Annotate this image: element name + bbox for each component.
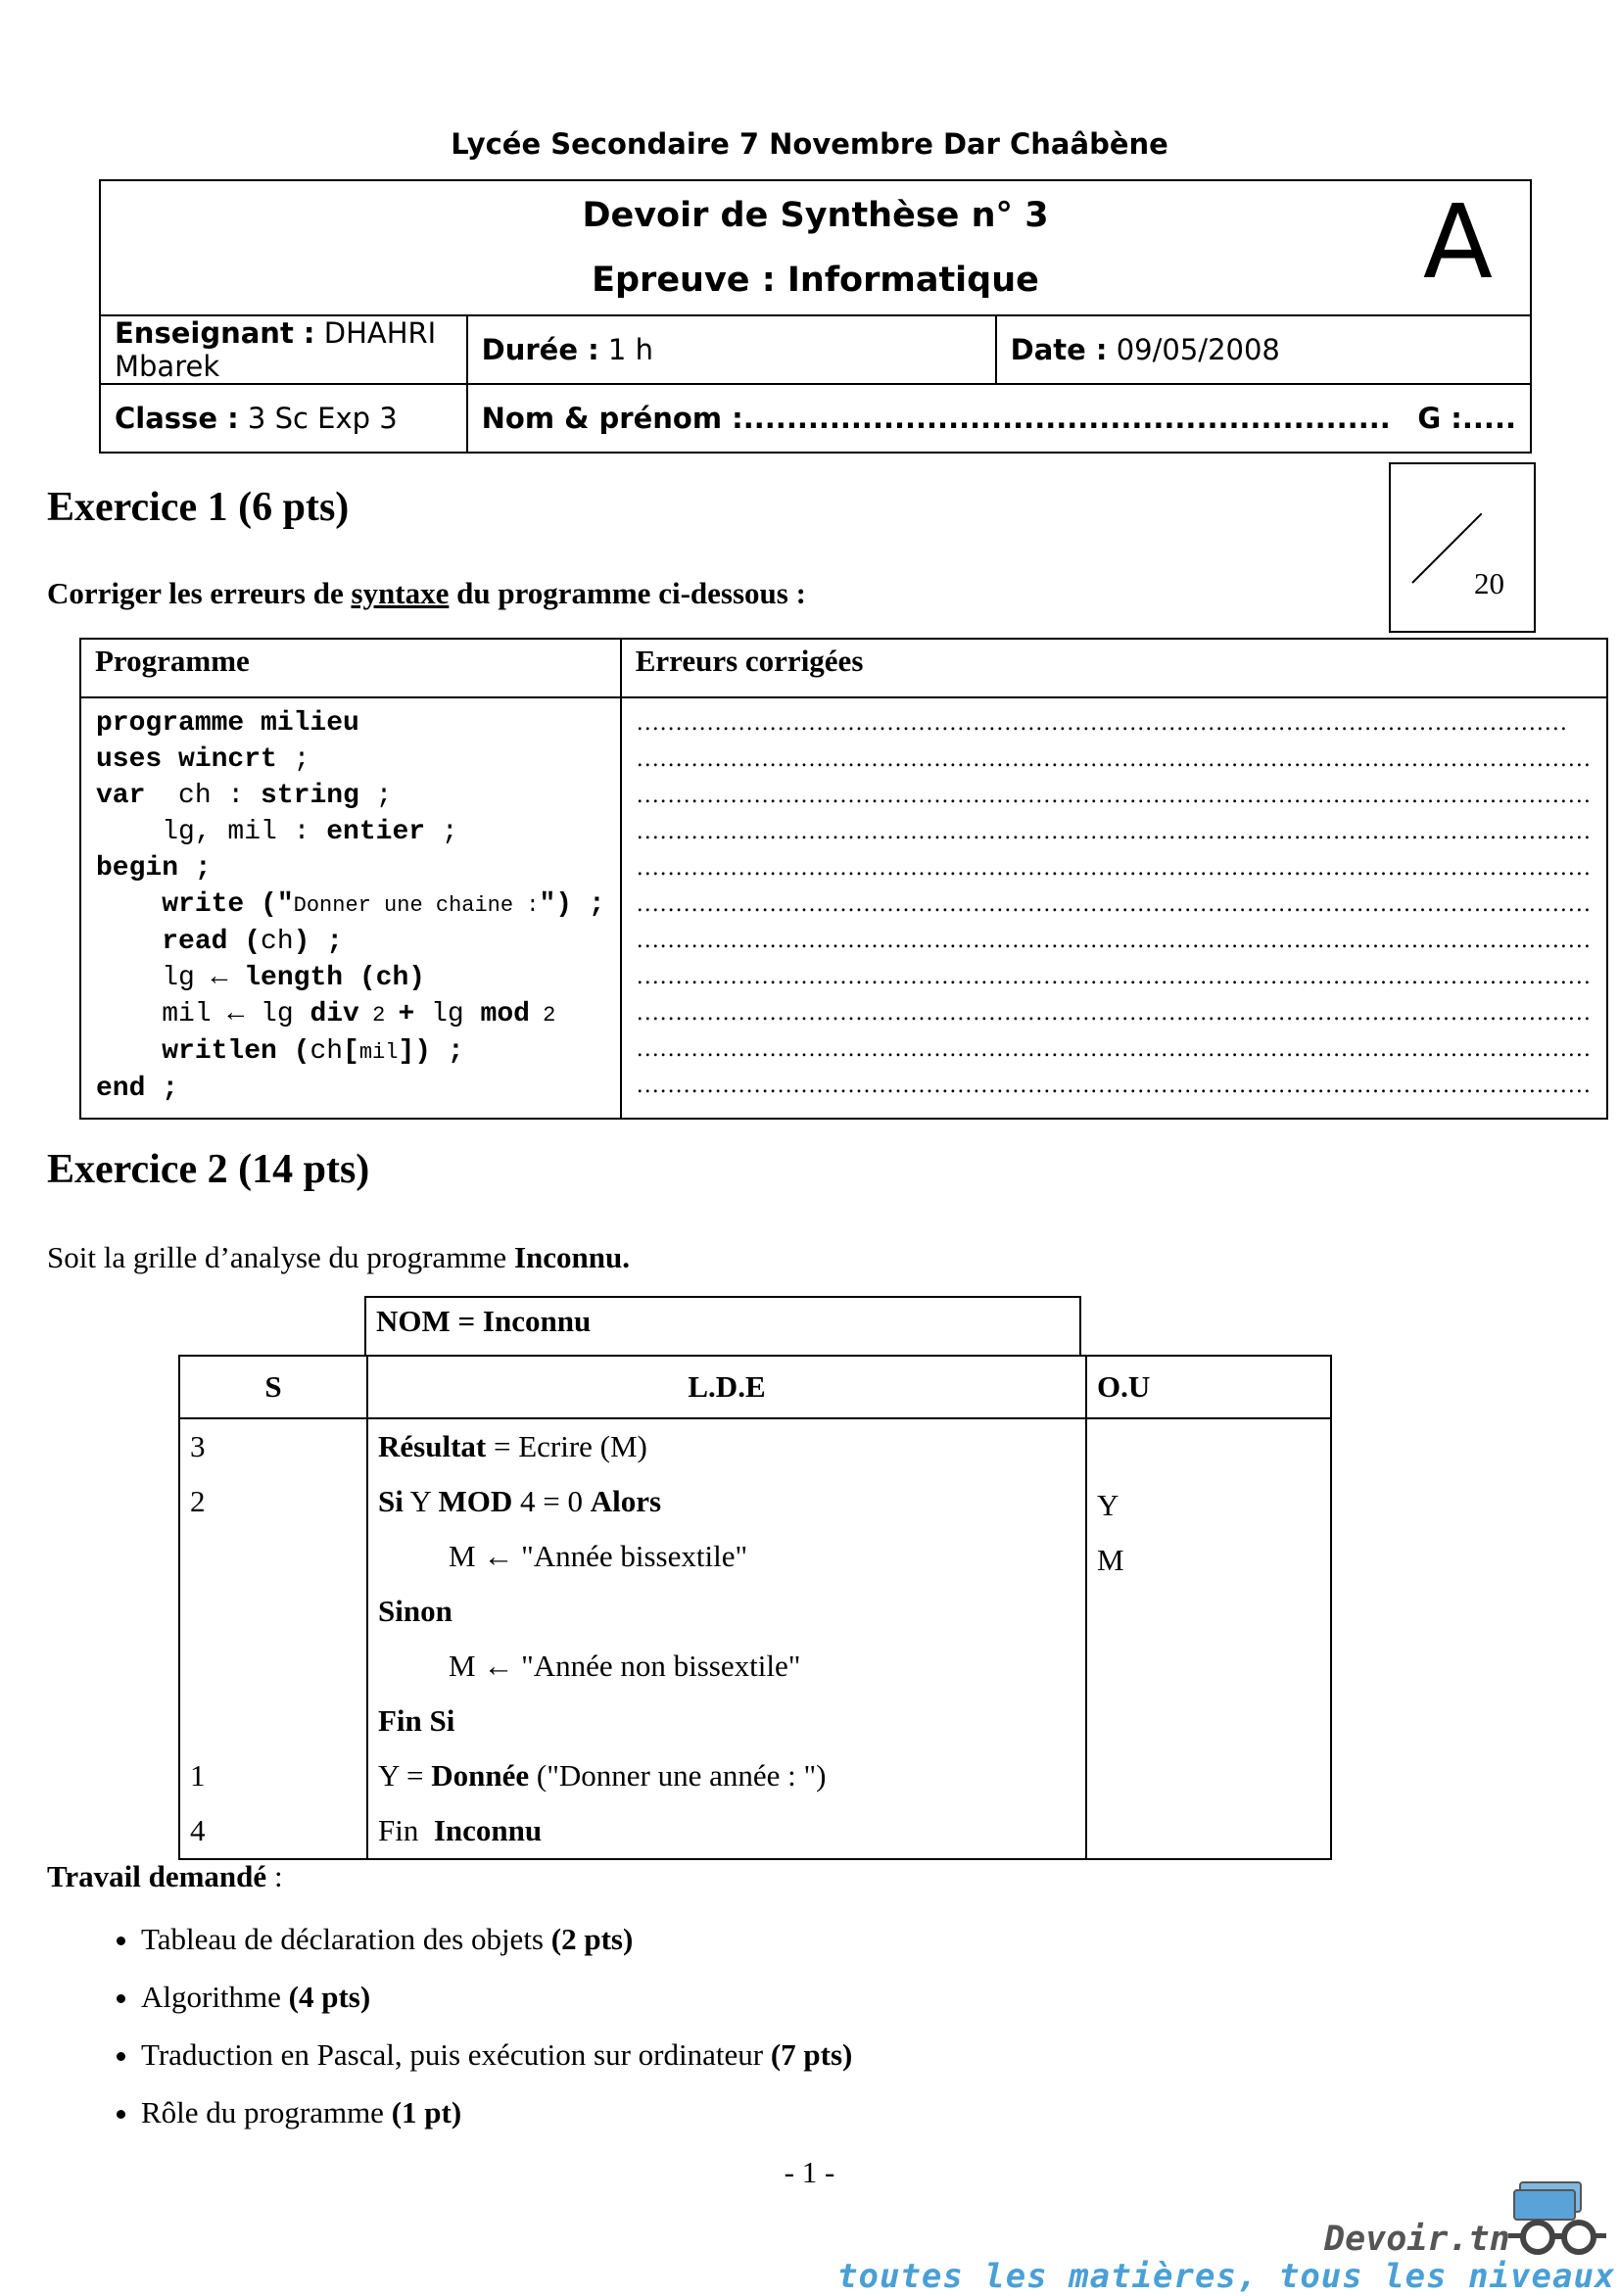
teacher-label: Enseignant : bbox=[115, 316, 315, 350]
exercise2-title: Exercice 2 (14 pts) bbox=[47, 1147, 370, 1192]
lde-column-values bbox=[367, 1418, 1086, 1859]
lde-line: Fin Si bbox=[378, 1703, 455, 1738]
group-label: G :..... bbox=[1417, 402, 1516, 435]
class-value: 3 Sc Exp 3 bbox=[247, 402, 398, 435]
devoir-logo-icon bbox=[1500, 2176, 1610, 2267]
column-corrections: Erreurs corrigées bbox=[621, 639, 1607, 697]
page-number: - 1 - bbox=[784, 2155, 835, 2189]
correction-dot-line[interactable]: .......................................................................................................................... bbox=[636, 929, 1592, 953]
header-title-cell bbox=[100, 180, 1531, 315]
duration-cell bbox=[467, 315, 996, 384]
correction-dot-line[interactable]: .......................................................................................................................... bbox=[636, 1074, 1592, 1098]
code-line: var ch : string ; bbox=[96, 781, 393, 811]
s-value bbox=[180, 1639, 366, 1694]
lde-line: Si Y MOD 4 = 0 Alors bbox=[378, 1484, 662, 1518]
code-line: uses wincrt ; bbox=[96, 744, 310, 775]
code-line: programme milieu bbox=[96, 708, 359, 739]
analysis-grid bbox=[178, 1355, 1332, 1860]
code-line: begin ; bbox=[96, 853, 212, 884]
exam-title: Devoir de Synthèse n° 3 bbox=[582, 196, 1049, 235]
exam-version-letter: A bbox=[1422, 182, 1493, 302]
exercise2-intro bbox=[47, 1240, 630, 1275]
s-value: 2 bbox=[190, 1484, 206, 1518]
s-value bbox=[180, 1529, 366, 1584]
corrections-area[interactable] bbox=[621, 697, 1607, 1119]
s-value: 4 bbox=[190, 1813, 206, 1847]
program-nom: NOM = Inconnu bbox=[376, 1304, 592, 1338]
exam-subject: Epreuve : Informatique bbox=[592, 261, 1039, 300]
s-value: 3 bbox=[190, 1429, 206, 1463]
grade-denominator: 20 bbox=[1474, 566, 1504, 600]
exercise1-table bbox=[79, 638, 1608, 1120]
class-cell bbox=[100, 384, 467, 453]
task-item: • Algorithme (4 pts) bbox=[141, 1968, 852, 2026]
intro-text: Soit la grille d’analyse du programme bbox=[47, 1240, 514, 1274]
duration-label: Durée : bbox=[481, 333, 599, 366]
grade-box bbox=[1389, 462, 1536, 633]
lde-line: Fin Inconnu bbox=[378, 1813, 543, 1847]
intro-program-name: Inconnu. bbox=[513, 1240, 630, 1274]
lde-line: Y = Donnée ("Donner une année : ") bbox=[378, 1758, 827, 1793]
correction-dot-line[interactable]: .......................................................................................................................... bbox=[636, 1001, 1592, 1026]
student-name-cell bbox=[467, 384, 1531, 453]
column-ou: O.U bbox=[1086, 1356, 1331, 1418]
date-label: Date : bbox=[1010, 333, 1108, 366]
s-value bbox=[180, 1584, 366, 1639]
correction-dot-line[interactable]: .......................................................................................................................... bbox=[636, 820, 1592, 844]
grade-slash bbox=[1411, 513, 1482, 584]
program-code bbox=[80, 697, 621, 1119]
work-requested bbox=[47, 1859, 283, 1894]
class-label: Classe : bbox=[115, 402, 239, 435]
correction-dot-line[interactable]: ....................................................................................................................... bbox=[636, 711, 1568, 736]
instruction-underlined: syntaxe bbox=[351, 576, 450, 610]
lde-line: Sinon bbox=[378, 1594, 452, 1628]
instruction-pre: Corriger les erreurs de bbox=[47, 576, 352, 610]
lde-line: Résultat = Ecrire (M) bbox=[378, 1429, 647, 1463]
code-line: end ; bbox=[96, 1074, 179, 1104]
date-cell bbox=[996, 315, 1531, 384]
student-name-label: Nom & prénom : bbox=[481, 402, 743, 435]
exercise1-title: Exercice 1 (6 pts) bbox=[47, 485, 350, 530]
code-line: read (ch) ; bbox=[96, 927, 344, 957]
correction-dot-line[interactable]: .......................................................................................................................... bbox=[636, 1037, 1592, 1062]
teacher-value: DHAHRI Mbarek bbox=[115, 316, 437, 383]
s-value bbox=[180, 1694, 366, 1748]
duration-value: 1 h bbox=[607, 333, 653, 366]
code-line: writlen (ch[mil]) ; bbox=[96, 1036, 464, 1067]
task-list bbox=[47, 1910, 852, 2141]
brand-name: Devoir.tn bbox=[1324, 2220, 1510, 2259]
column-program: Programme bbox=[80, 639, 621, 697]
lde-line: M ← "Année bissextile" bbox=[449, 1539, 748, 1573]
nom-box bbox=[364, 1296, 1081, 1357]
correction-dot-line[interactable]: .......................................................................................................................... bbox=[636, 856, 1592, 881]
ou-value: M bbox=[1097, 1543, 1124, 1577]
ou-column-values bbox=[1086, 1418, 1331, 1859]
lde-line: M ← "Année non bissextile" bbox=[449, 1649, 801, 1683]
school-name: Lycée Secondaire 7 Novembre Dar Chaâbène bbox=[451, 127, 1168, 161]
work-colon: : bbox=[266, 1859, 283, 1893]
correction-dot-line[interactable]: .......................................................................................................................... bbox=[636, 965, 1592, 989]
date-value: 09/05/2008 bbox=[1116, 333, 1280, 366]
code-line: mil ← lg div 2 + lg mod 2 bbox=[96, 999, 556, 1029]
instruction-post: du programme ci-dessous : bbox=[449, 576, 806, 610]
ou-value: Y bbox=[1097, 1488, 1119, 1522]
brand-slogan: toutes les matières, tous les niveaux bbox=[837, 2257, 1616, 2296]
work-label: Travail demandé bbox=[47, 1859, 267, 1893]
correction-dot-line[interactable]: .......................................................................................................................... bbox=[636, 892, 1592, 917]
column-s: S bbox=[179, 1356, 367, 1418]
exam-header bbox=[99, 179, 1532, 454]
correction-dot-line[interactable]: .......................................................................................................................... bbox=[636, 747, 1592, 772]
code-line: write ("Donner une chaine :") ; bbox=[96, 889, 605, 920]
s-column-values bbox=[179, 1418, 367, 1859]
s-value: 1 bbox=[190, 1758, 206, 1793]
code-line: lg, mil : entier ; bbox=[96, 817, 458, 847]
correction-dot-line[interactable]: .......................................................................................................................... bbox=[636, 784, 1592, 808]
teacher-cell bbox=[100, 315, 467, 384]
task-item: • Tableau de déclaration des objets (2 pts) bbox=[141, 1910, 852, 1968]
column-lde: L.D.E bbox=[367, 1356, 1086, 1418]
code-line: lg ← length (ch) bbox=[96, 963, 426, 993]
student-name-dots: ............................................................ bbox=[742, 402, 1391, 435]
task-item: • Traduction en Pascal, puis exécution sur ordinateur (7 pts) bbox=[141, 2026, 852, 2083]
exercise1-instruction bbox=[47, 576, 806, 611]
task-item: • Rôle du programme (1 pt) bbox=[141, 2083, 852, 2141]
